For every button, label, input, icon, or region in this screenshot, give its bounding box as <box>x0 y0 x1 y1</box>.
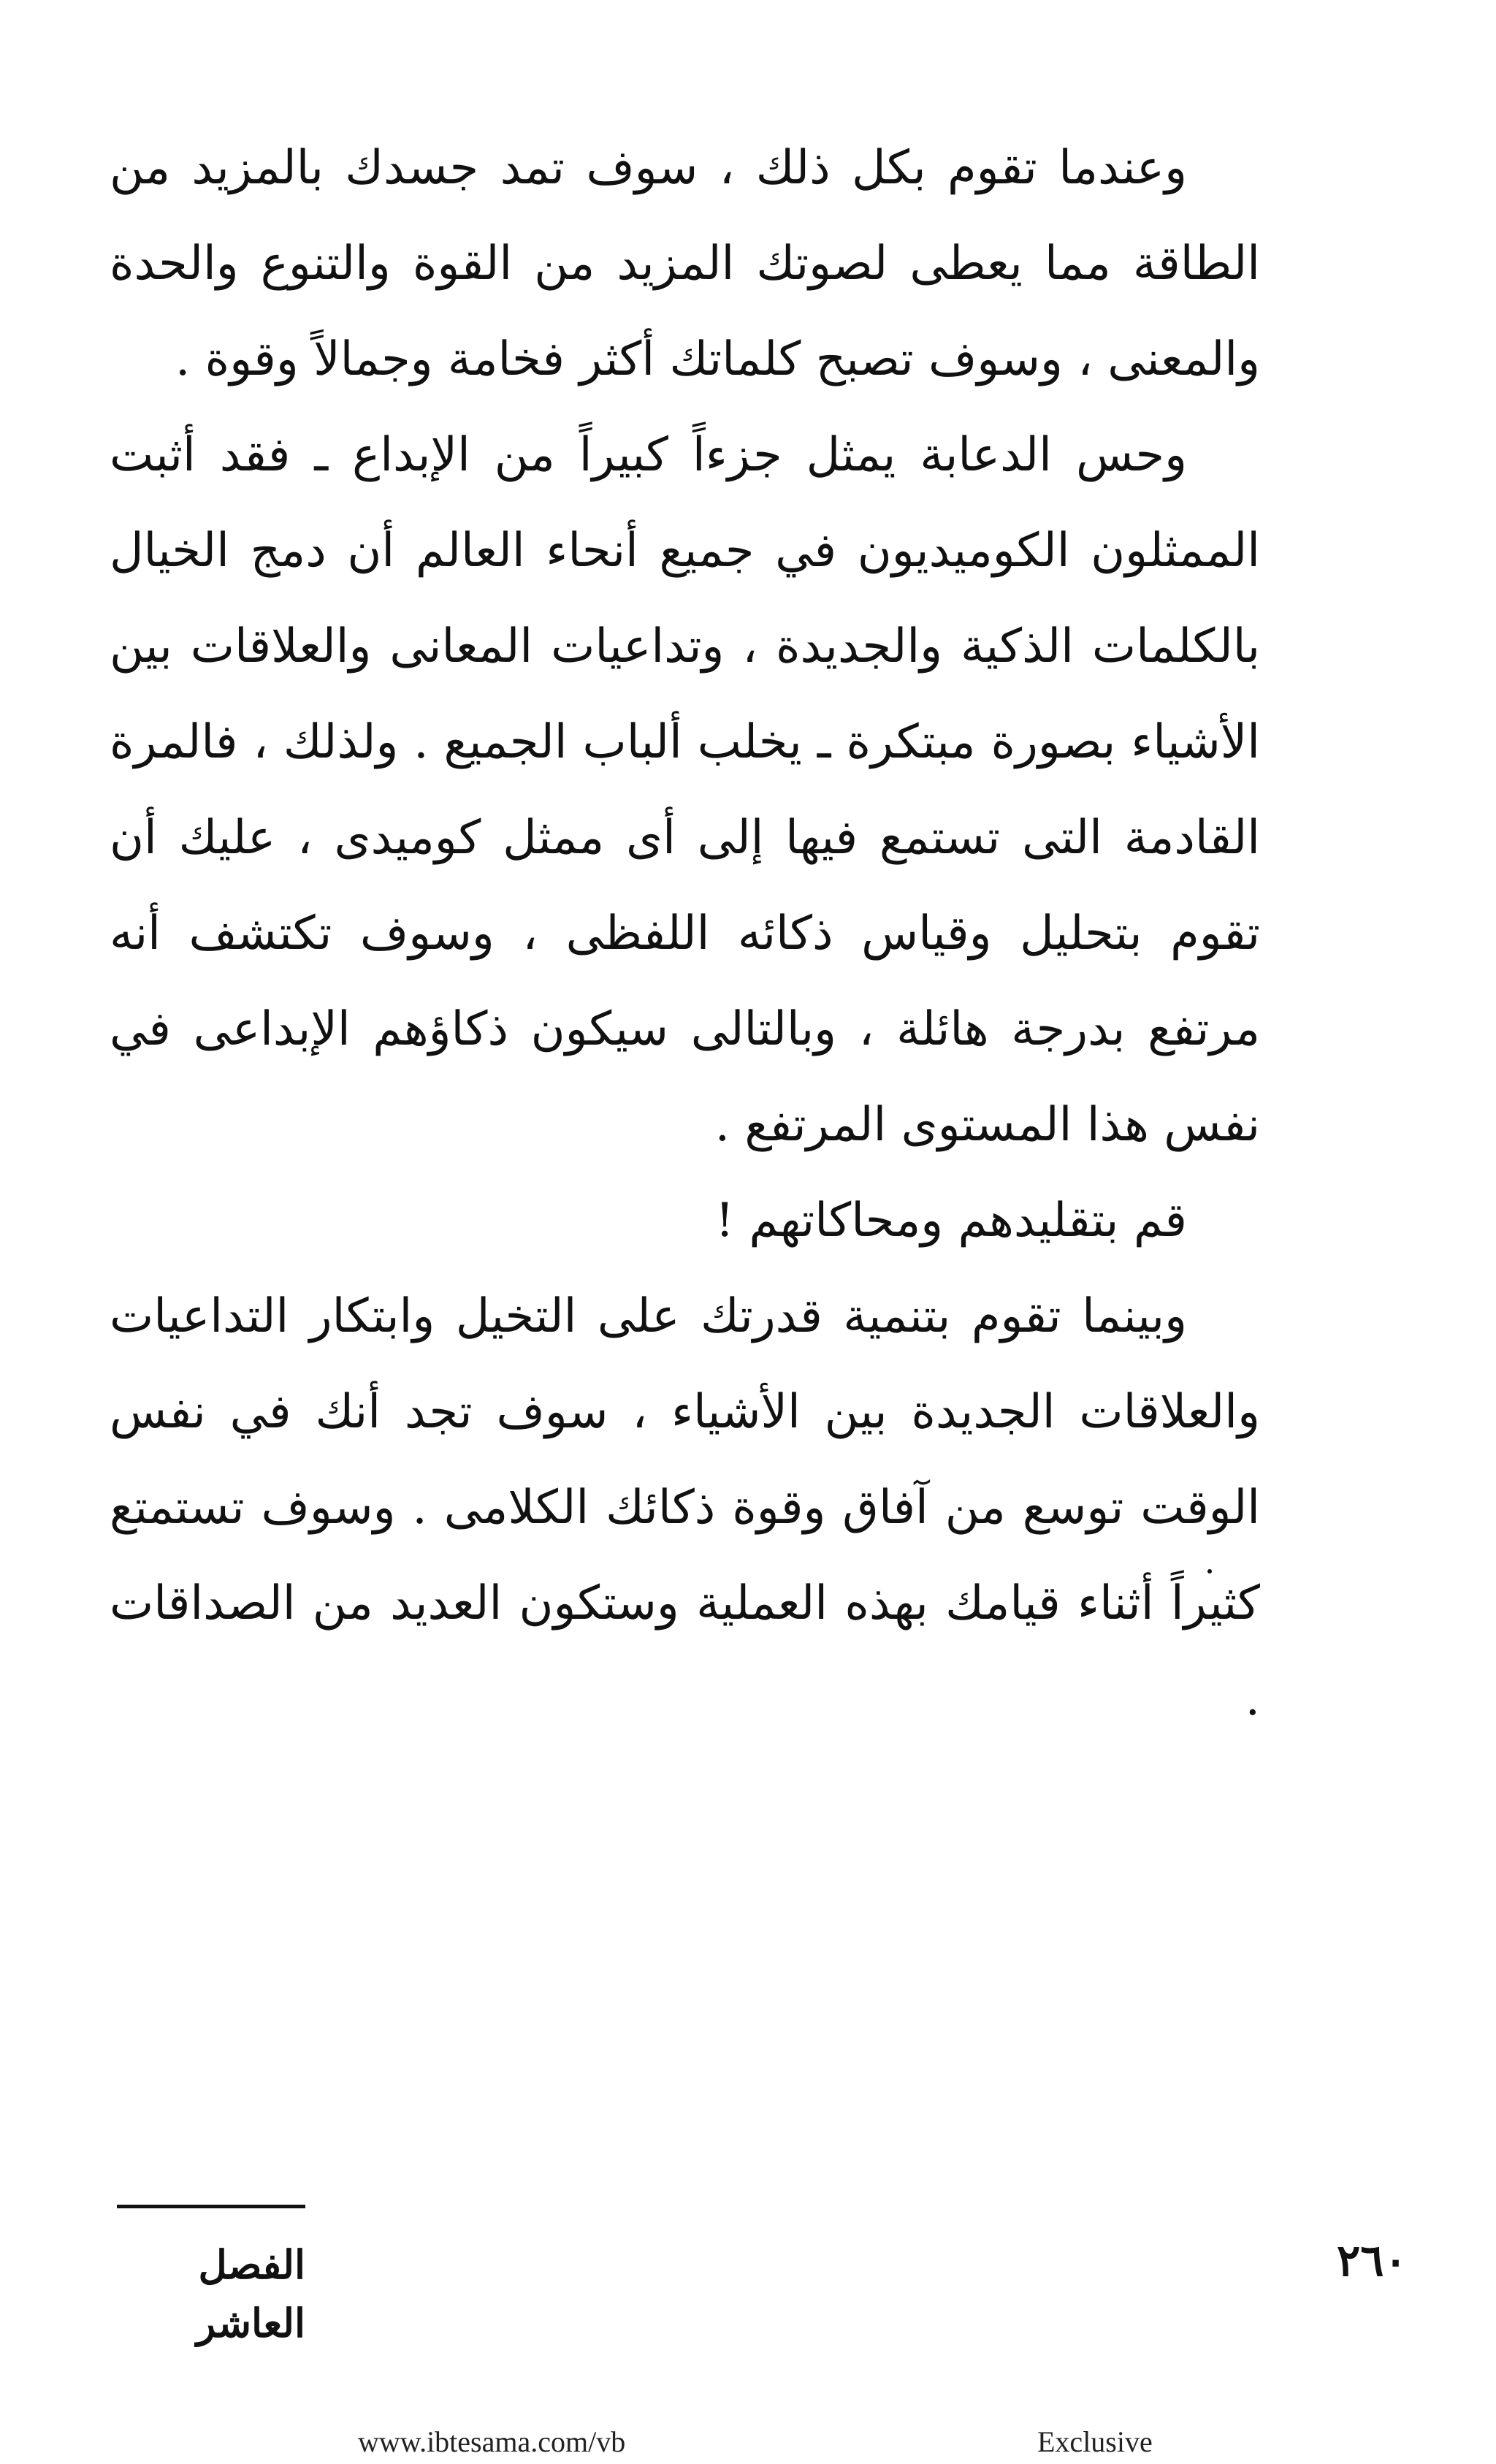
body-text <box>110 121 1260 1747</box>
watermark-url: www.ibtesama.com/vb <box>358 2425 626 2458</box>
paragraph-4: وبينما تقوم بتنمية قدرتك على التخيل وابتكار التداعيات والعلاقات الجديدة بين الأشياء ، سوف تجد أنك في نفس الوقت توسع من آفاق وقوة ذكائك الكلامى . وسوف تستمتع كثيراً أثناء قيامك بهذه العملية وستكون العديد من الصداقات . <box>110 1289 1261 1726</box>
chapter-label: الفصل العاشر <box>196 2241 305 2346</box>
watermark-tag: Exclusive <box>1037 2425 1153 2458</box>
page-number: ٢٦٠ <box>1337 2235 1408 2286</box>
paragraph-1: وعندما تقوم بكل ذلك ، سوف تمد جسدك بالمزيد من الطاقة مما يعطى لصوتك المزيد من القوة والتنوع والحدة والمعنى ، وسوف تصبح كلماتك أكثر فخامة وجمالاً وقوة . <box>110 141 1260 386</box>
stray-dot <box>1207 1569 1212 1574</box>
paragraph-2: وحس الدعابة يمثل جزءاً كبيراً من الإبداع ـ فقد أثبت الممثلون الكوميديون في جميع أنحاء العالم أن دمج الخيال بالكلمات الذكية والجديدة ، وتداعيات المعانى والعلاقات بين الأشياء بصورة مبتكرة ـ يخلب ألباب الجميع . ولذلك ، فالمرة القادمة التى تستمع فيها إلى أى ممثل كوميدى ، عليك أن تقوم بتحليل وقياس ذكائه اللفظى ، وسوف تكتشف أنه مرتفع بدرجة هائلة ، وبالتالى سيكون ذكاؤهم الإبداعى في نفس هذا المستوى المرتفع . <box>110 428 1261 1152</box>
footer-rule <box>117 2205 305 2208</box>
paragraph-3: قم بتقليدهم ومحاكاتهم ! <box>715 1194 1187 1248</box>
